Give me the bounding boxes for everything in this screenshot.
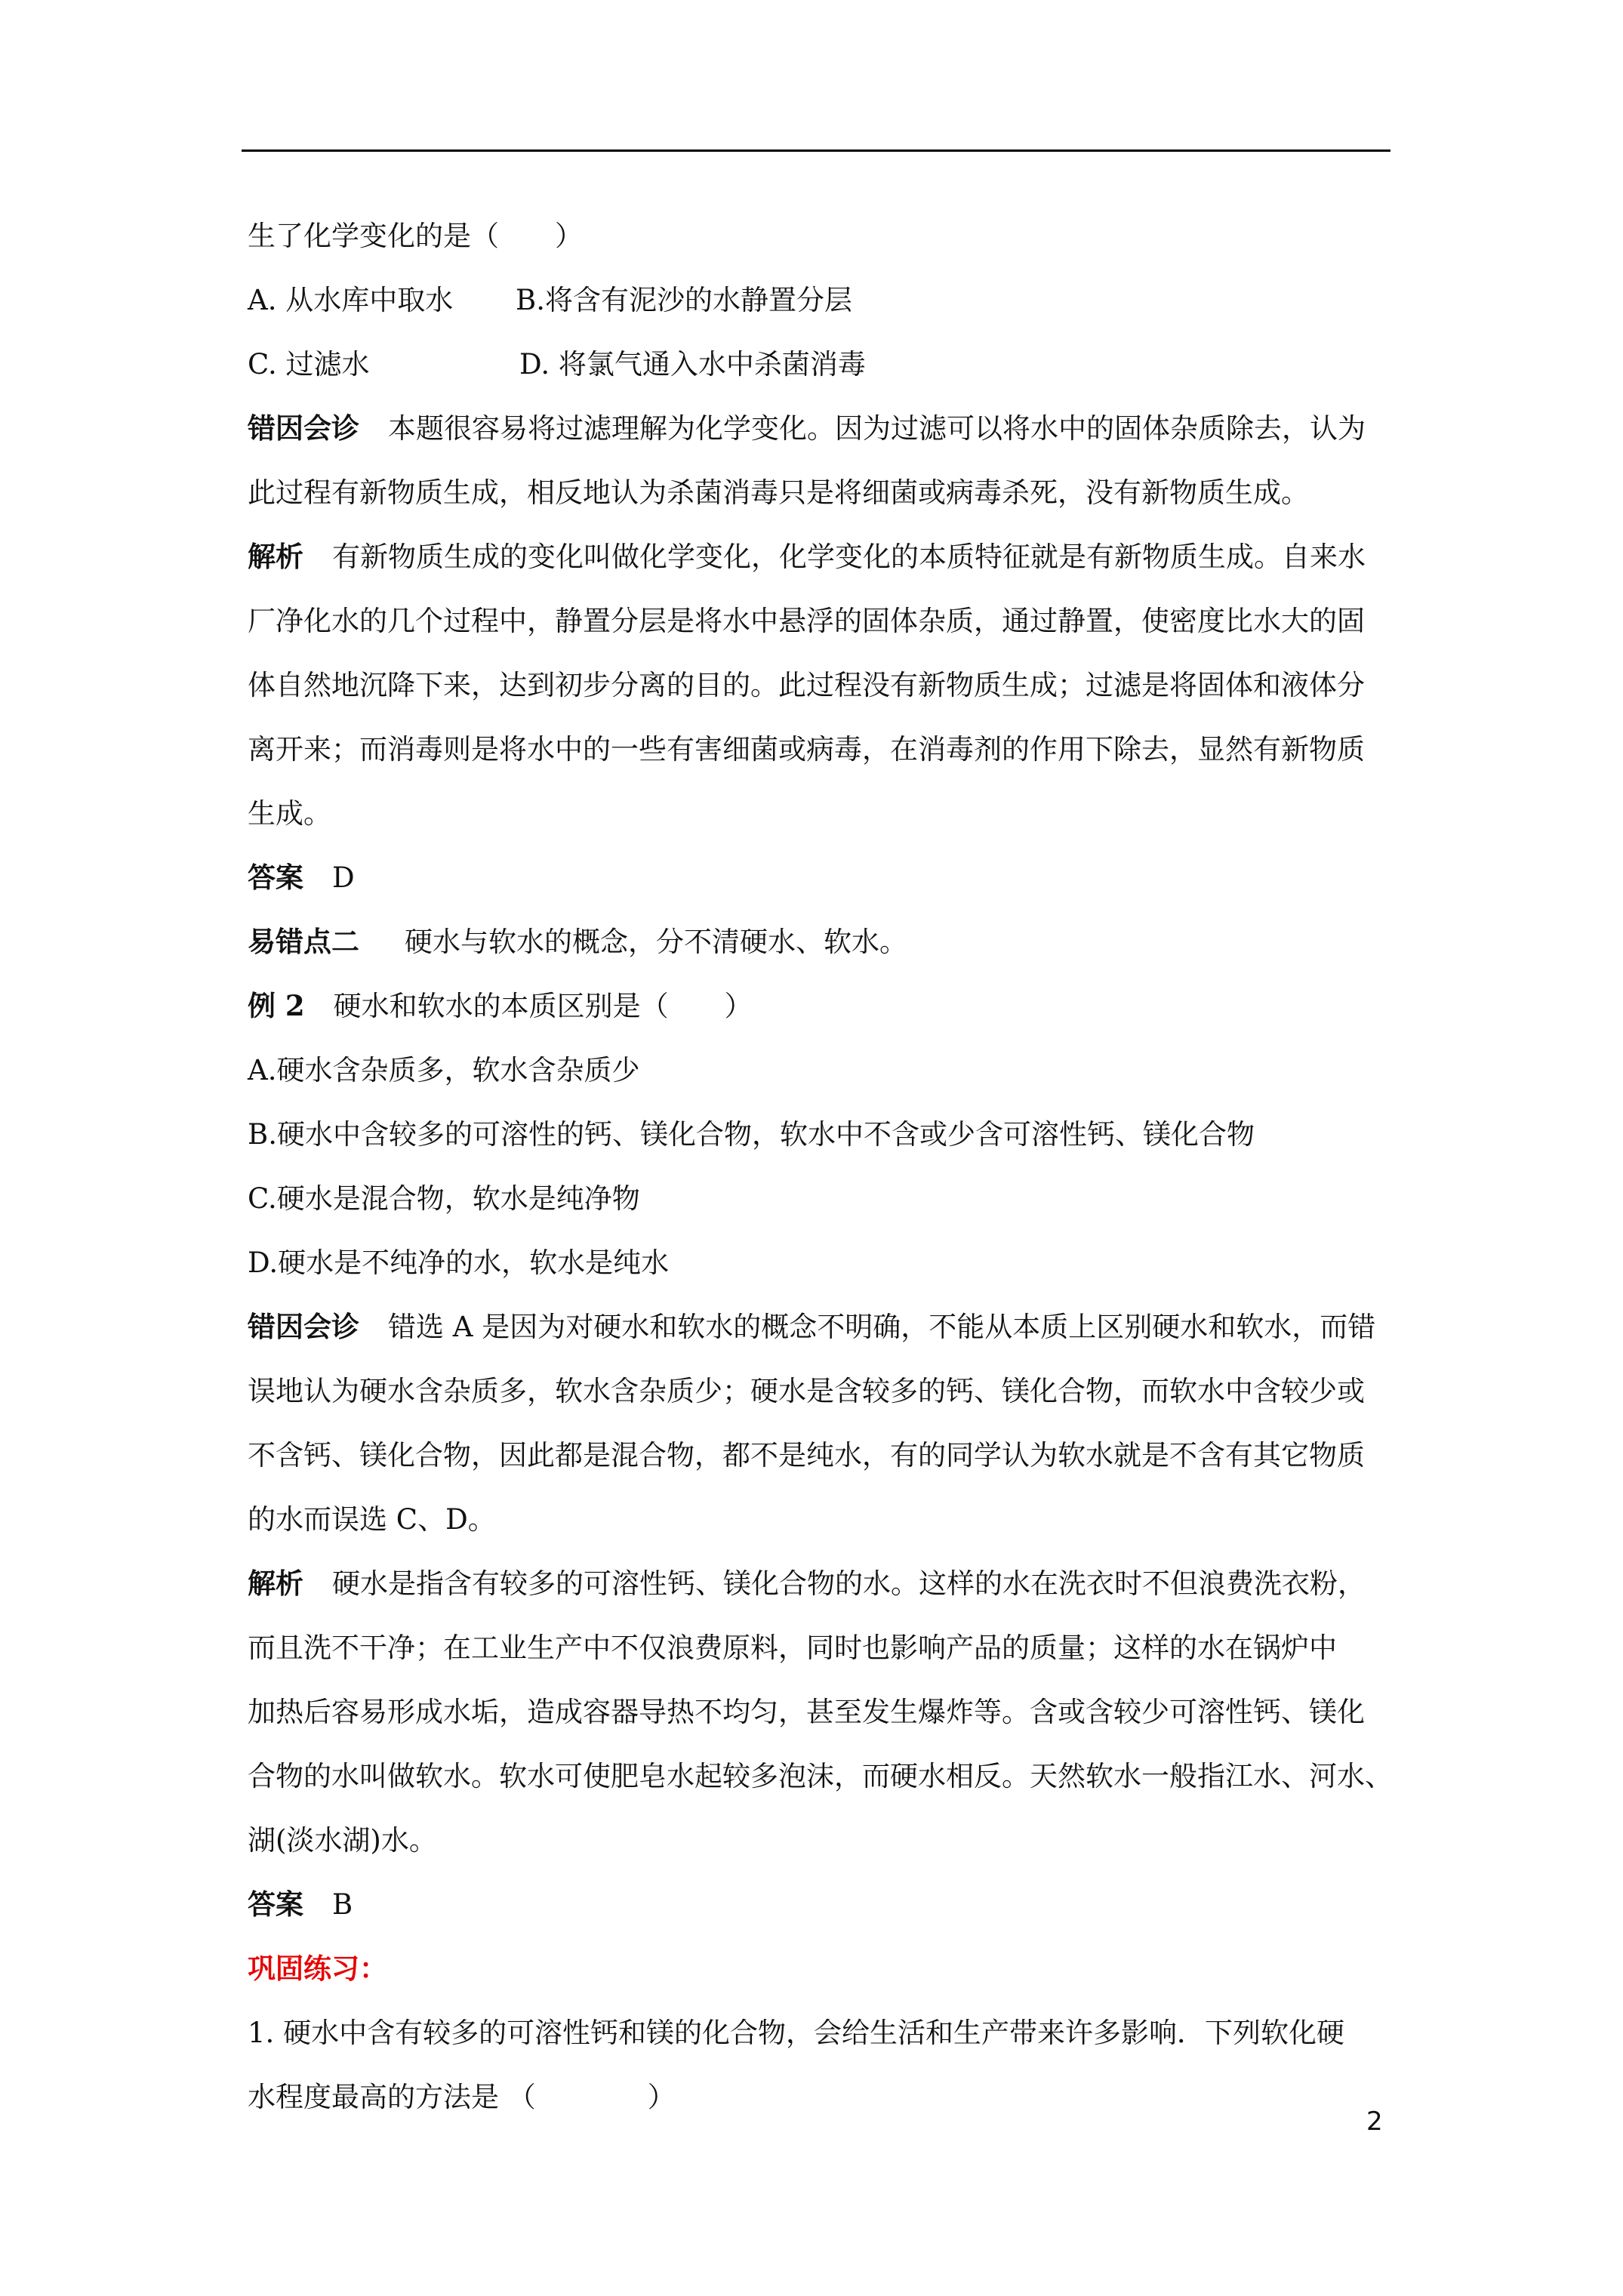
practice-question-line: 1. 硬水中含有较多的可溶性钙和镁的化合物，会给生活和生产带来许多影响．下列软化硬 [248,2017,1345,2049]
analysis-text-line: 体自然地沉降下来，达到初步分离的目的。此过程没有新物质生成；过滤是将固体和液体分 [248,669,1365,701]
analysis-text-line: 硬水是指含有较多的可溶性钙、镁化合物的水。这样的水在洗衣时不但浪费洗衣粉， [332,1567,1366,1600]
analysis-text-line: 厂净化水的几个过程中，静置分层是将水中悬浮的固体杂质，通过静置，使密度比水大的固 [248,605,1365,637]
option-a: A.硬水含杂质多，软水含杂质少 [248,1054,640,1086]
analysis [248,1552,1395,1616]
error-point-label: 易错点二 [248,925,359,958]
analysis-label: 解析 [248,1567,303,1600]
error-text-line: 此过程有新物质生成，相反地认为杀菌消毒只是将细菌或病毒杀死，没有新物质生成。 [248,476,1309,509]
analysis-text-line: 加热后容易形成水垢，造成容器导热不均匀，甚至发生爆炸等。含或含较少可溶性钙、镁化 [248,1696,1365,1728]
analysis-label: 解析 [248,540,303,573]
option-c: C. 过滤水 [248,348,370,381]
analysis-text-line: 合物的水叫做软水。软水可使肥皂水起较多泡沫，而硬水相反。天然软水一般指江水、河水、 [248,1760,1393,1792]
error-label: 错因会诊 [248,1310,359,1343]
analysis-text-line: 离开来；而消毒则是将水中的一些有害细菌或病毒，在消毒剂的作用下除去，显然有新物质 [248,733,1365,766]
option-d: D.硬水是不纯净的水，软水是纯水 [248,1247,670,1279]
answer-value: B [332,1888,353,1921]
option-row [248,268,1395,332]
option-b: B.将含有泥沙的水静置分层 [516,284,852,316]
error-text-line: 不含钙、镁化合物，因此都是混合物，都不是纯水，有的同学认为软水就是不含有其它物质 [248,1439,1365,1472]
example-heading [248,974,1395,1038]
header-rule [242,149,1390,152]
error-text-line: 的水而误选 C、D。 [248,1503,496,1536]
analysis-text-line: 湖(淡水湖)水。 [248,1824,437,1857]
page-content [248,204,1395,2129]
error-point-text: 硬水与软水的概念，分不清硬水、软水。 [405,926,907,958]
practice-title: 巩固练习： [248,1952,387,1985]
answer [248,1872,1395,1937]
example-label: 例 2 [248,989,305,1022]
question-stem: 生了化学变化的是（ ） [248,220,583,252]
analysis-text-line: 而且洗不干净；在工业生产中不仅浪费原料，同时也影响产品的质量；这样的水在锅炉中 [248,1632,1337,1664]
error-point-heading [248,910,1395,974]
error-diagnosis [248,396,1395,461]
page-number: 2 [1366,2106,1383,2137]
error-text-line: 误地认为硬水含杂质多，软水含杂质少；硬水是含较多的钙、镁化合物，而软水中含较少或 [248,1375,1365,1407]
option-row [248,332,1395,396]
option-b: B.硬水中含较多的可溶性的钙、镁化合物，软水中不含或少含可溶性钙、镁化合物 [248,1118,1255,1151]
answer-label: 答案 [248,1888,303,1921]
option-d: D. 将氯气通入水中杀菌消毒 [519,348,866,381]
analysis-text-line: 有新物质生成的变化叫做化学变化，化学变化的本质特征就是有新物质生成。自来水 [332,541,1366,573]
option-a: A. 从水库中取水 [248,284,454,316]
error-text-line: 本题很容易将过滤理解为化学变化。因为过滤可以将水中的固体杂质除去，认为 [388,412,1366,445]
example-stem: 硬水和软水的本质区别是（ ） [333,990,753,1022]
error-diagnosis [248,1295,1395,1359]
error-label: 错因会诊 [248,411,359,445]
answer [248,846,1395,910]
answer-label: 答案 [248,861,303,894]
option-c: C.硬水是混合物，软水是纯净物 [248,1182,640,1215]
answer-value: D [332,861,355,894]
analysis [248,525,1395,589]
analysis-text-line: 生成。 [248,797,331,830]
error-text-line: 错选 A 是因为对硬水和软水的概念不明确，不能从本质上区别硬水和软水，而错 [388,1311,1376,1343]
practice-question-line: 水程度最高的方法是 （ ） [248,2081,676,2113]
